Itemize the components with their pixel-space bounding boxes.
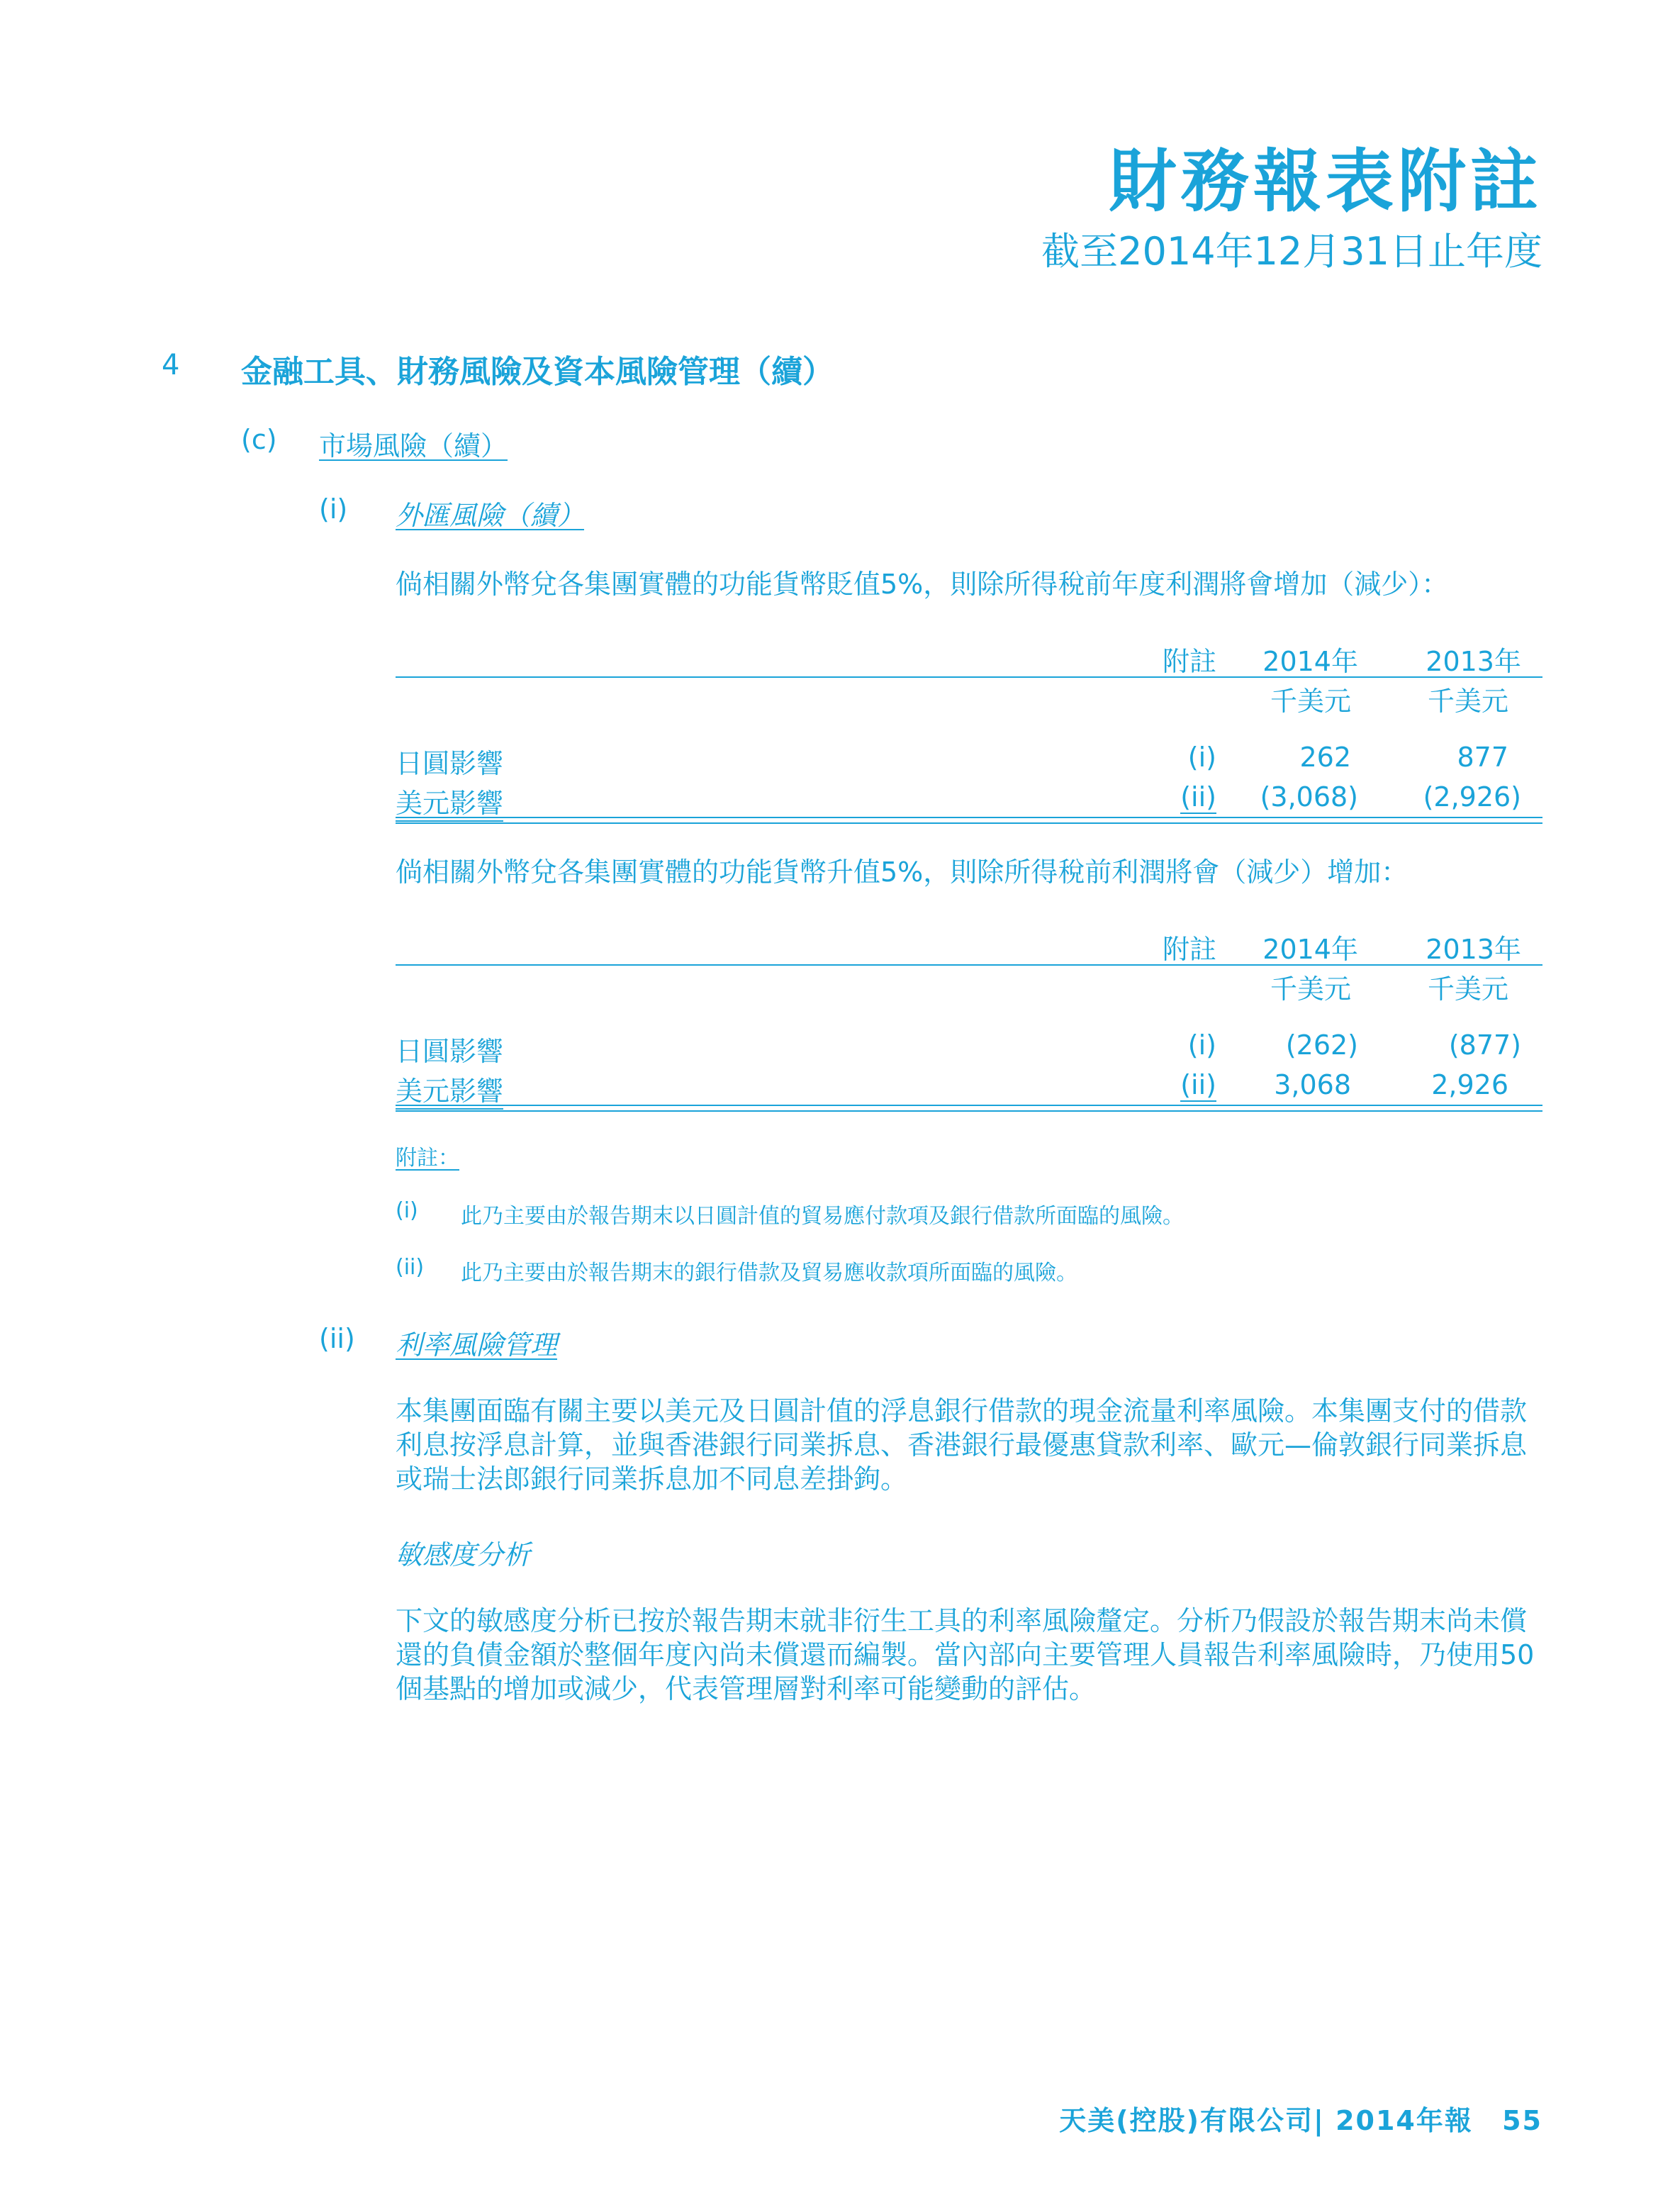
row-value-2013: 2,926 <box>1431 1069 1508 1100</box>
section-title: 金融工具、財務風險及資本風險管理（續） <box>241 354 834 390</box>
section-number: 4 <box>162 349 180 381</box>
note-text: 此乃主要由於報告期末的銀行借款及貿易應收款項所面臨的風險。 <box>461 1261 1077 1285</box>
table-unit-row <box>396 967 1542 1007</box>
table-header-row <box>396 640 1542 679</box>
note-label: (i) <box>396 1198 418 1223</box>
row-label: 美元影響 <box>396 781 503 822</box>
note-column-header: 附註 <box>1162 934 1216 965</box>
table-row <box>396 742 1542 781</box>
appreciation-intro: 倘相關外幣兌各集團實體的功能貨幣升值5%，則除所得稅前利潤將會（減少）增加： <box>396 856 1409 888</box>
row-label: 美元影響 <box>396 1069 503 1110</box>
note-label: (ii) <box>396 1255 425 1280</box>
row-value-2013: (2,926) <box>1423 781 1521 813</box>
interest-risk-label: (ii) <box>319 1323 355 1354</box>
row-value-2014: (3,068) <box>1260 781 1358 813</box>
currency-risk-label: (i) <box>319 493 348 525</box>
year-2014-header: 2014年 <box>1262 934 1358 965</box>
header-rule <box>396 676 1542 678</box>
table-header-row <box>396 927 1542 967</box>
row-value-2014: 3,068 <box>1274 1069 1351 1100</box>
row-label: 日圓影響 <box>396 1036 504 1067</box>
appreciation-table <box>396 927 1542 1112</box>
interest-risk-title: 利率風險管理 <box>396 1329 558 1361</box>
currency-risk-title: 外匯風險（續） <box>396 500 585 531</box>
footer-text: 天美(控股)有限公司| 2014年報 <box>1059 2105 1473 2136</box>
page-footer <box>1059 2099 1542 2138</box>
note-column-header: 附註 <box>1162 646 1216 677</box>
row-note: (i) <box>1187 742 1216 773</box>
unit-2014: 千美元 <box>1270 686 1351 717</box>
depreciation-intro: 倘相關外幣兌各集團實體的功能貨幣貶值5%，則除所得稅前年度利潤將會增加（減少）： <box>396 569 1449 600</box>
page-title: 財務報表附註 <box>1109 142 1542 221</box>
table-unit-row <box>396 679 1542 719</box>
year-2013-header: 2013年 <box>1426 934 1521 965</box>
row-value-2013: (877) <box>1448 1029 1521 1061</box>
subsection-title: 市場風險（續） <box>319 430 508 462</box>
page-number: 55 <box>1502 2105 1542 2136</box>
notes-title: 附註： <box>396 1146 459 1171</box>
header-rule <box>396 964 1542 966</box>
row-value-2014: (262) <box>1285 1029 1358 1061</box>
sensitivity-paragraph: 下文的敏感度分析已按於報告期末就非衍生工具的利率風險釐定。分析乃假設於報告期末尚未償還的負債金額於整個年度內尚未償還而編製。當內部向主要管理人員報告利率風險時，乃使用50個基點的增加或減少，代表管理層對利率可能變動的評估。 <box>396 1605 1535 1704</box>
page-subtitle: 截至2014年12月31日止年度 <box>1041 229 1542 274</box>
interest-risk-paragraph: 本集團面臨有關主要以美元及日圓計值的浮息銀行借款的現金流量利率風險。本集團支付的借款利息按浮息計算，並與香港銀行同業拆息、香港銀行最優惠貸款利率、歐元—倫敦銀行同業拆息或瑞士法郎銀行同業拆息加不同息差掛鉤。 <box>396 1395 1528 1495</box>
total-double-rule <box>396 817 1542 824</box>
sensitivity-title: 敏感度分析 <box>396 1539 531 1570</box>
year-2014-header: 2014年 <box>1262 646 1358 677</box>
unit-2013: 千美元 <box>1427 686 1508 717</box>
table-row <box>396 781 1542 821</box>
unit-2014: 千美元 <box>1270 973 1351 1005</box>
row-note: (ii) <box>1180 781 1216 813</box>
table-row <box>396 1069 1542 1109</box>
row-label: 日圓影響 <box>396 748 504 779</box>
subsection-label: (c) <box>241 424 277 455</box>
table-row <box>396 1029 1542 1069</box>
unit-2013: 千美元 <box>1427 973 1508 1005</box>
year-2013-header: 2013年 <box>1426 646 1521 677</box>
depreciation-table <box>396 640 1542 824</box>
row-value-2013: 877 <box>1457 742 1508 773</box>
row-note: (ii) <box>1180 1069 1216 1100</box>
row-note: (i) <box>1187 1029 1216 1061</box>
note-text: 此乃主要由於報告期末以日圓計值的貿易應付款項及銀行借款所面臨的風險。 <box>461 1204 1184 1229</box>
total-double-rule <box>396 1105 1542 1112</box>
row-value-2014: 262 <box>1299 742 1351 773</box>
